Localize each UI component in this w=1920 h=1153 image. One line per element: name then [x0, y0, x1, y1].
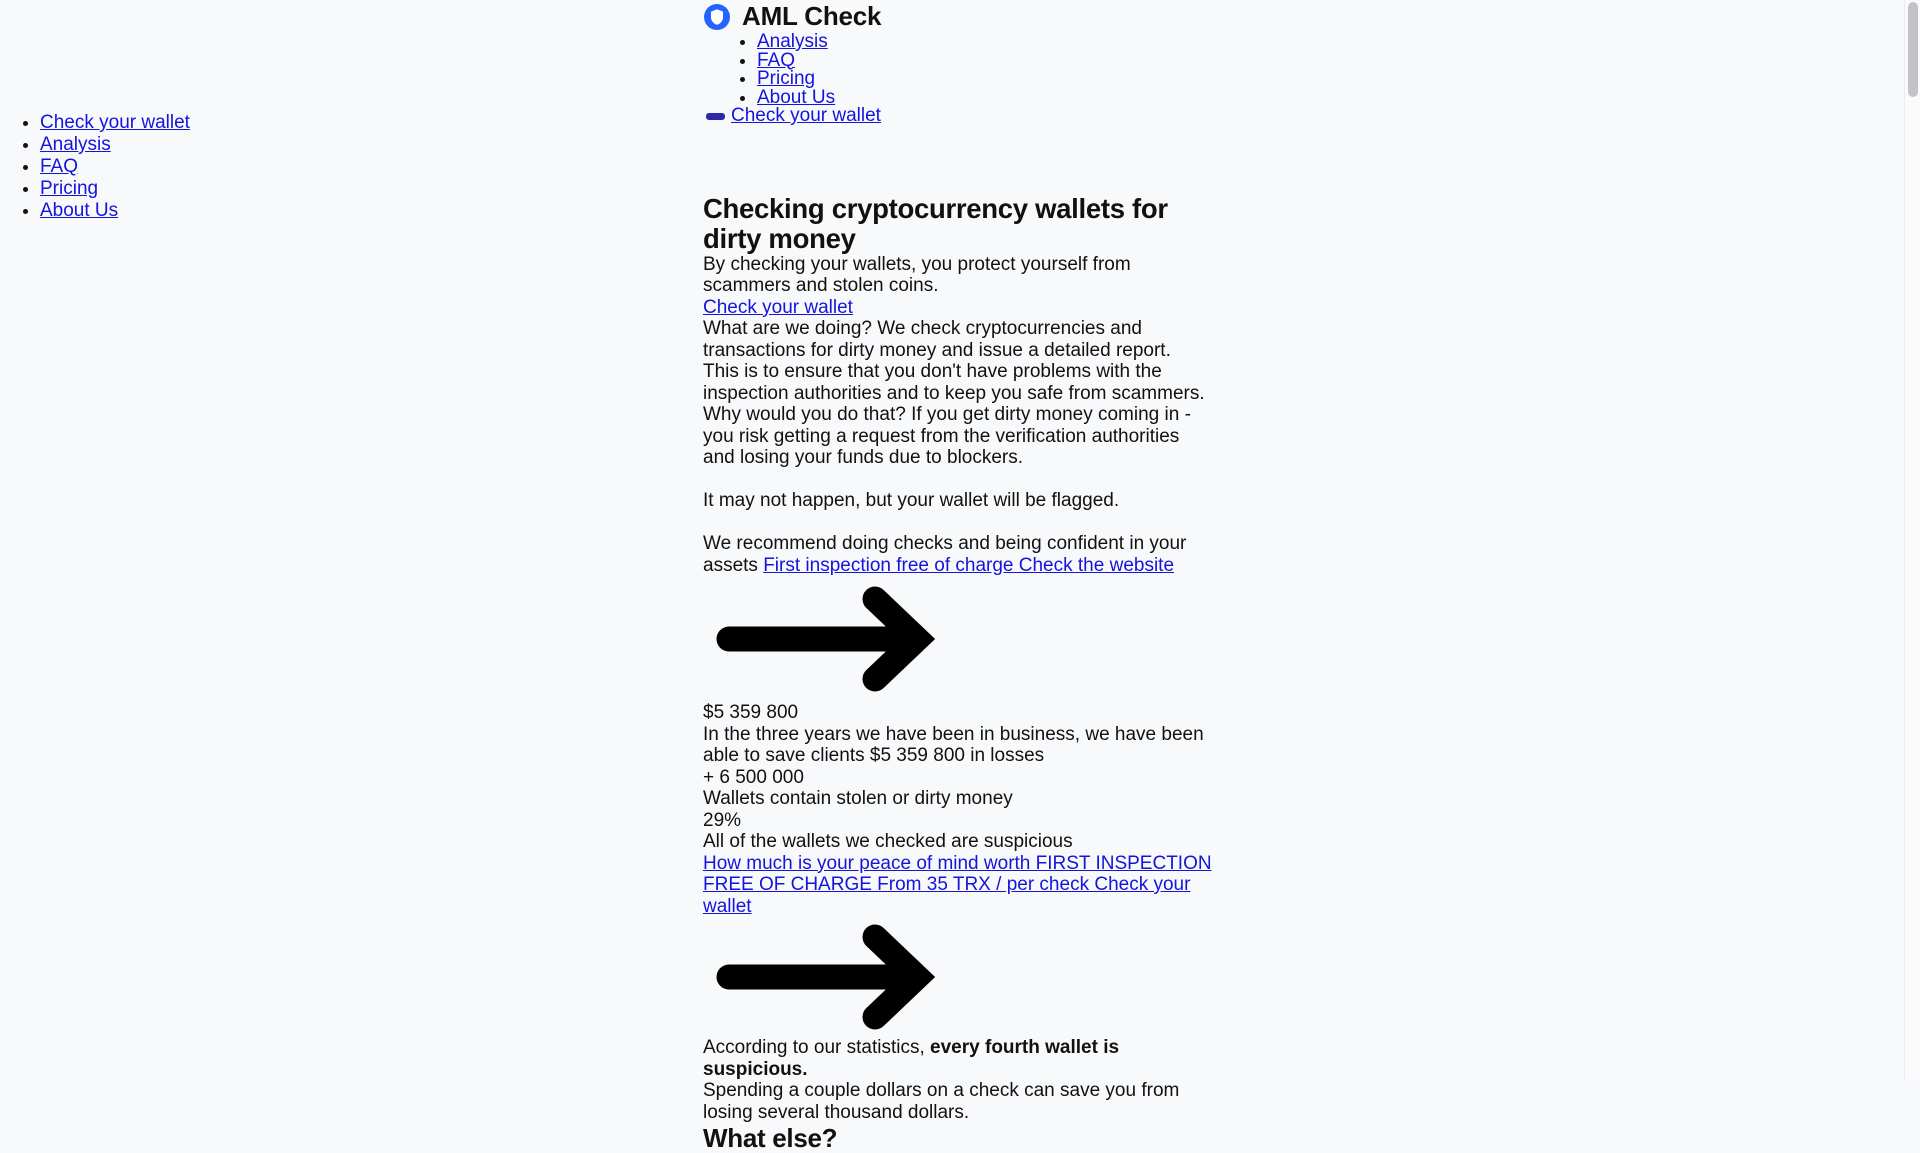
nav-item-analysis[interactable] [757, 33, 1215, 52]
nav-link-faq[interactable]: FAQ [757, 49, 796, 71]
hero-cta-row [703, 297, 1215, 319]
stat-caption-1: In the three years we have been in business, we have been able to save clients $5 359 800 in losses [703, 723, 1204, 766]
stats-section [703, 702, 1215, 917]
statistics-line [703, 1037, 1215, 1080]
brand-name: AML Check [742, 1, 882, 31]
stat-value-1: $5 359 800 [703, 702, 799, 723]
pricing-cta-link[interactable]: How much is your peace of mind worth FIRST INSPECTION FREE OF CHARGE From 35 TRX / per check Check your wallet [703, 852, 1212, 917]
hero-recommend-prefix: We recommend doing checks and being confident in your assets [703, 533, 1187, 576]
statistics-highlight: every fourth wallet is suspicious. [703, 1037, 1120, 1080]
arrow-right-icon [715, 587, 943, 691]
savings-line: Spending a couple dollars on a check can save you from losing several thousand dollars. [703, 1080, 1180, 1123]
hero-section [703, 194, 1215, 577]
spacer [703, 469, 1215, 491]
main-content-column [703, 0, 1215, 1153]
spacer [703, 512, 1215, 534]
sidebar-item-faq[interactable] [40, 156, 540, 178]
sidebar-link-check-your-wallet[interactable]: Check your wallet [40, 112, 190, 133]
hero-check-wallet-link[interactable]: Check your wallet [703, 296, 853, 318]
hero-paragraph-2: This is to ensure that you don't have problems with the inspection authorities and to keep you safe from scammers. [703, 361, 1205, 404]
sidebar-item-about-us[interactable] [40, 200, 540, 222]
arrow-graphic-2 [703, 917, 1215, 1037]
pricing-link-row [703, 853, 1215, 918]
nav-link-analysis[interactable]: Analysis [757, 31, 828, 52]
sidebar-item-analysis[interactable] [40, 134, 540, 156]
first-inspection-free-link[interactable]: First inspection free of charge Check the website [763, 554, 1175, 576]
dash-icon [706, 113, 725, 120]
page-scrollbar[interactable] [1904, 0, 1920, 1080]
sidebar-item-check-your-wallet[interactable] [40, 112, 540, 134]
sidebar-link-analysis[interactable]: Analysis [40, 134, 111, 155]
hero-paragraph-4: It may not happen, but your wallet will be flagged. [703, 490, 1120, 511]
arrow-graphic-1 [703, 576, 1215, 702]
sidebar-nav [0, 112, 540, 222]
what-else-heading: What else? [703, 1123, 838, 1153]
nav-item-faq[interactable] [757, 49, 1215, 71]
header-nav-list [703, 33, 1215, 107]
sidebar-link-faq[interactable]: FAQ [40, 156, 79, 177]
hero-subtitle: By checking your wallets, you protect yourself from scammers and stolen coins. [703, 253, 1131, 296]
arrow-right-icon [715, 925, 943, 1029]
stat-caption-3: All of the wallets we checked are suspicious [703, 831, 1073, 852]
site-header [703, 0, 1215, 33]
page-title: Checking cryptocurrency wallets for dirty money [703, 192, 1168, 254]
sidebar-link-pricing[interactable]: Pricing [40, 178, 99, 199]
stat-value-2: + 6 500 000 [703, 766, 804, 788]
nav-link-pricing[interactable]: Pricing [757, 68, 816, 89]
footer-copy-section [703, 1037, 1215, 1153]
sidebar-link-about-us[interactable]: About Us [40, 200, 119, 221]
statistics-prefix: According to our statistics, [703, 1037, 931, 1058]
sidebar-item-pricing[interactable] [40, 178, 540, 200]
stat-caption-2: Wallets contain stolen or dirty money [703, 788, 1013, 809]
hero-paragraph-3: Why would you do that? If you get dirty money coming in - you risk getting a request from the verification authorities and losing your funds due to blockers. [703, 404, 1191, 468]
hero-recommend-row [703, 533, 1215, 576]
header-cta-row[interactable] [703, 107, 1215, 126]
nav-link-about-us[interactable]: About Us [757, 86, 836, 108]
hero-paragraph-1: What are we doing? We check cryptocurrencies and transactions for dirty money and issue a detailed report. [703, 318, 1171, 361]
stat-value-3: 29% [703, 809, 742, 831]
header-check-wallet-link[interactable]: Check your wallet [731, 105, 881, 126]
shield-in-circle-logo-icon [703, 3, 731, 31]
sidebar-list [0, 112, 540, 222]
scrollbar-thumb[interactable] [1908, 2, 1918, 97]
